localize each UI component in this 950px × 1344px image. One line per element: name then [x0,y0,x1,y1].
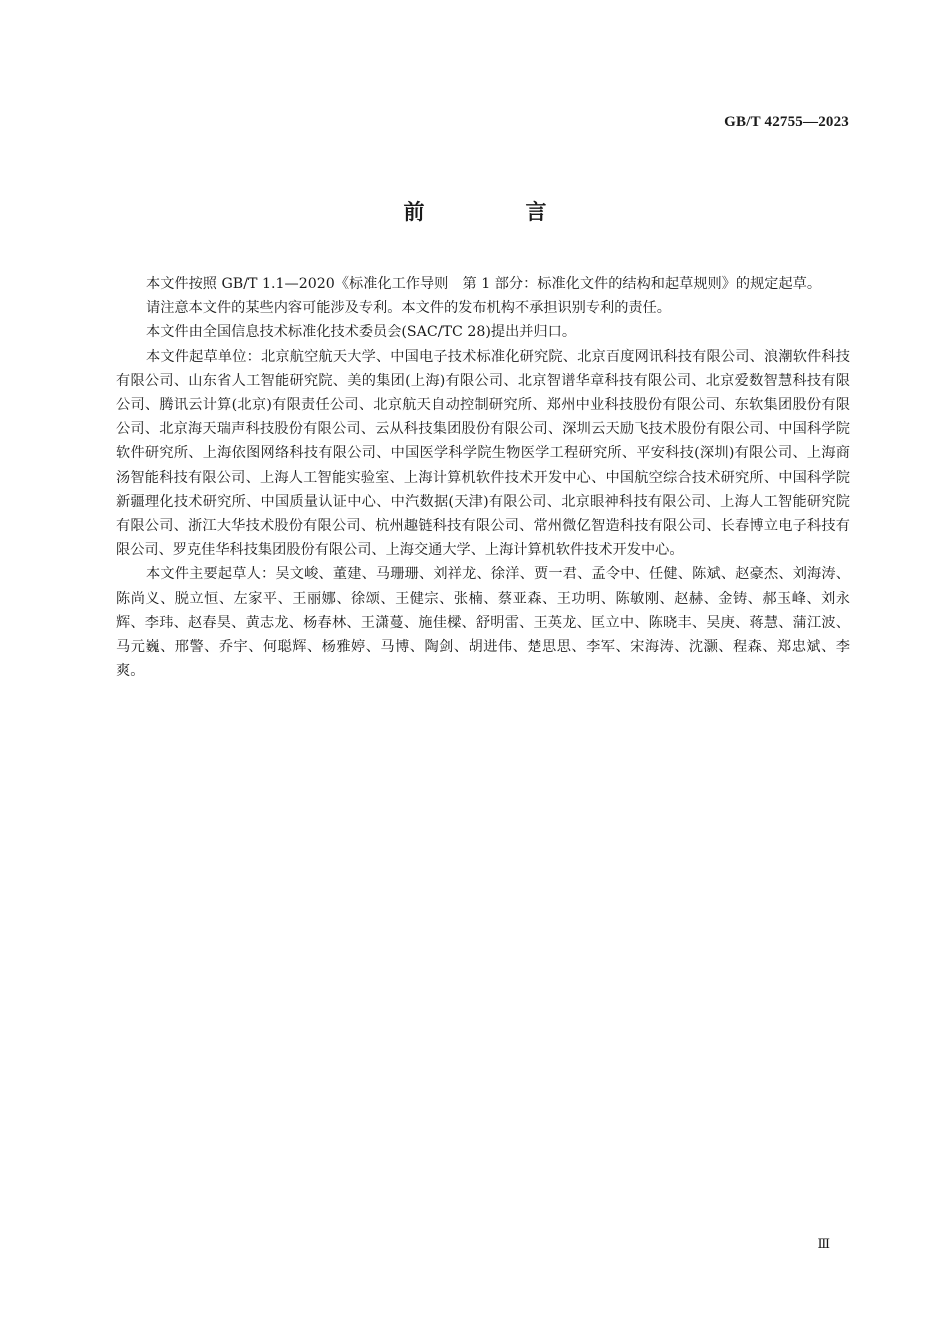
page-number: Ⅲ [817,1236,830,1251]
paragraph-proposer: 本文件由全国信息技术标准化技术委员会(SAC/TC 28)提出并归口。 [146,324,577,341]
paragraph-patent-notice: 请注意本文件的某些内容可能涉及专利。本文件的发布机构不承担识别专利的责任。 [146,300,671,317]
page-title: 前 言 [403,200,587,224]
document-code: GB/T 42755—2023 [724,114,849,130]
paragraph-drafting-rules: 本文件按照 GB/T 1.1—2020《标准化工作导则 第 1 部分：标准化文件的结构和起草规则》的规定起草。 [146,276,822,292]
foreword-body [116,272,850,683]
paragraph-drafters: 本文件主要起草人：吴文峻、董建、马珊珊、刘祥龙、徐洋、贾一君、孟令中、任健、陈斌、赵豪杰、刘海涛、陈尚义、脱立恒、左家平、王丽娜、徐颂、王健宗、张楠、蔡亚森、王功明、陈敏刚、赵赫、金铸、郝玉峰、刘永辉、李玮、赵春昊、黄志龙、杨春林、王潇蔓、施佳樑、舒明雷、王英龙、匡立中、陈晓丰、吴庚、蒋慧、蒲江波、马元巍、邢警、乔宇、何聪辉、杨雅婷、马博、陶剑、胡进伟、楚思思、李军、宋海涛、沈灏、程森、郑忠斌、李爽。 [116,566,850,680]
paragraph-drafting-units: 本文件起草单位：北京航空航天大学、中国电子技术标准化研究院、北京百度网讯科技有限公司、浪潮软件科技有限公司、山东省人工智能研究院、美的集团(上海)有限公司、北京智谱华章科技有限公司、北京爱数智慧科技有限公司、腾讯云计算(北京)有限责任公司、北京航天自动控制研究所、郑州中业科技股份有限公司、东软集团股份有限公司、北京海天瑞声科技股份有限公司、云从科技集团股份有限公司、深圳云天励飞技术股份有限公司、中国科学院软件研究所、上海依图网络科技有限公司、中国医学科学院生物医学工程研究所、平安科技(深圳)有限公司、上海商汤智能科技有限公司、上海人工智能实验室、上海计算机软件技术开发中心、中国航空综合技术研究所、中国科学院新疆理化技术研究所、中国质量认证中心、中汽数据(天津)有限公司、北京眼神科技有限公司、上海人工智能研究院有限公司、浙江大华技术股份有限公司、杭州趣链科技有限公司、常州微亿智造科技有限公司、长春博立电子科技有限公司、罗克佳华科技集团股份有限公司、上海交通大学、上海计算机软件技术开发中心。 [116,348,850,559]
